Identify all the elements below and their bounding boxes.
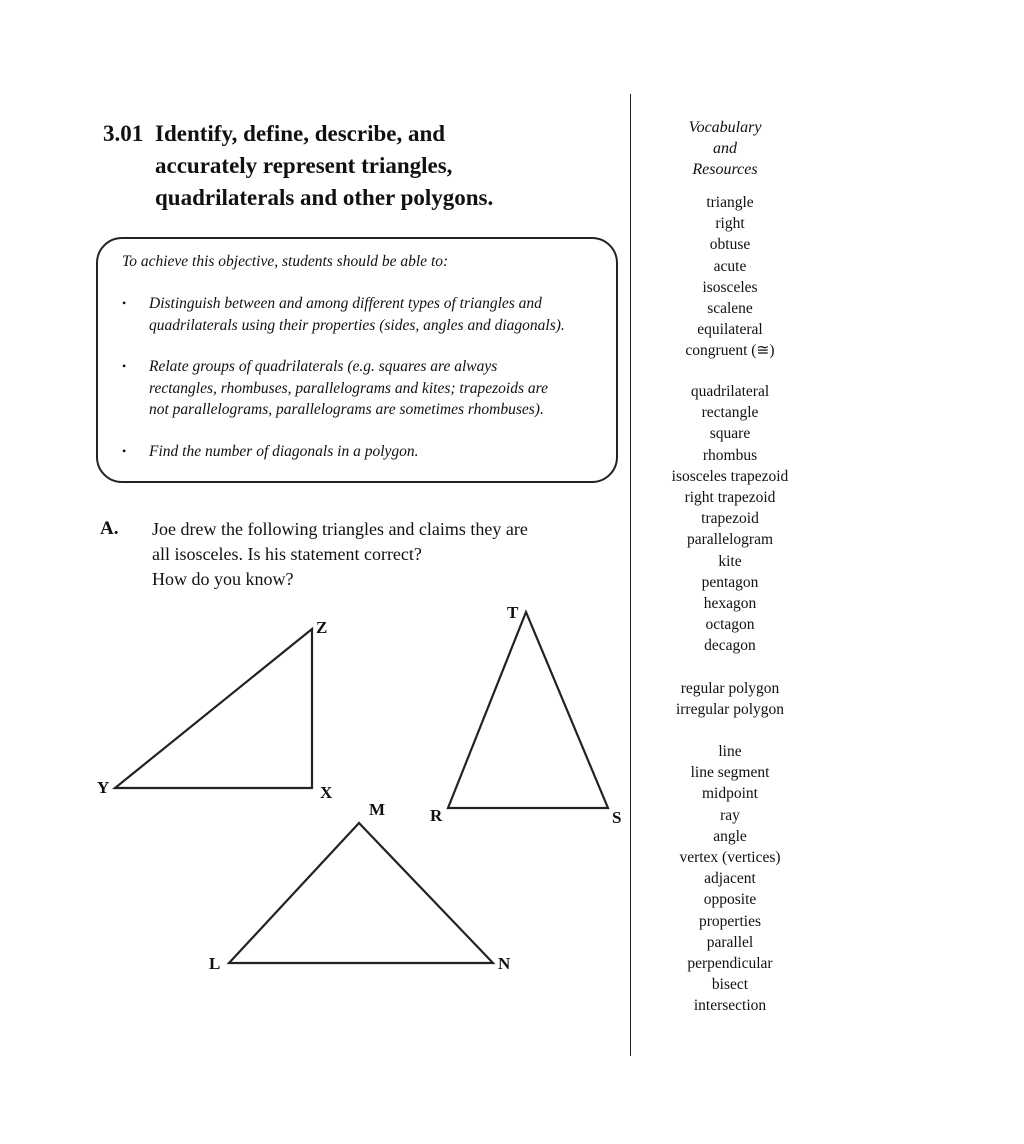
- vocabulary-title: [660, 117, 790, 180]
- vocabulary-title-line: Vocabulary: [688, 119, 762, 136]
- vocabulary-term: ray: [720, 806, 740, 824]
- triangle-lmn: [229, 823, 493, 963]
- vocabulary-term: rhombus: [702, 446, 758, 464]
- vocabulary-term: scalene: [707, 300, 753, 318]
- vocabulary-term: pentagon: [701, 573, 759, 591]
- vocabulary-term: decagon: [704, 637, 756, 655]
- bullet-symbol: •: [122, 444, 127, 458]
- objective-number: 3.01: [103, 121, 144, 146]
- vertex-label-z: Z: [316, 618, 328, 637]
- vocabulary-term: midpoint: [702, 785, 758, 803]
- vocabulary-term: rectangle: [701, 404, 759, 422]
- vocabulary-term: quadrilateral: [690, 383, 770, 400]
- vocabulary-term: angle: [713, 827, 747, 845]
- vocabulary-term: equilateral: [697, 321, 763, 339]
- vocabulary-group-regularity: [640, 678, 820, 720]
- problem-line: How do you know?: [152, 569, 294, 589]
- vocabulary-term: perpendicular: [687, 955, 773, 973]
- bullet-line: rectangles, rhombuses, parallelograms and kites; trapezoids are: [149, 379, 548, 397]
- bullet-symbol: •: [122, 296, 127, 310]
- vocabulary-term: vertex (vertices): [679, 849, 781, 867]
- vocabulary-term: isosceles: [702, 278, 758, 296]
- objective-title-line: accurately represent triangles,: [155, 153, 453, 178]
- vocabulary-term: kite: [718, 552, 742, 570]
- column-divider: [630, 94, 631, 1056]
- vertex-label-l: L: [209, 954, 221, 973]
- vocabulary-term: regular polygon: [680, 680, 780, 697]
- vocabulary-term: line segment: [690, 764, 770, 782]
- vocabulary-title-line: Resources: [692, 161, 758, 178]
- objective-title-line: quadrilaterals and other polygons.: [155, 185, 494, 210]
- vocabulary-group-polygons: [640, 381, 820, 657]
- objective-intro: To achieve this objective, students should be able to:: [122, 253, 449, 270]
- vocabulary-term: parallel: [706, 933, 754, 951]
- vertex-label-m: M: [369, 800, 386, 819]
- vocabulary-term: isosceles trapezoid: [671, 467, 789, 485]
- vocabulary-term: right trapezoid: [684, 489, 776, 507]
- objective-title-line: Identify, define, describe, and: [155, 121, 446, 146]
- vocabulary-title-line: and: [713, 140, 737, 157]
- triangle-xyz: [115, 629, 312, 788]
- vocabulary-group-triangles: [640, 192, 820, 362]
- vertex-label-t: T: [507, 603, 519, 622]
- vocabulary-term: bisect: [711, 976, 749, 994]
- vocabulary-term: adjacent: [704, 870, 756, 888]
- vocabulary-term: square: [709, 425, 751, 443]
- vocabulary-term: congruent (≅): [685, 342, 775, 360]
- vertex-label-x: X: [320, 783, 333, 802]
- vertex-label-y: Y: [97, 778, 110, 797]
- bullet-line: Find the number of diagonals in a polygon.: [149, 443, 419, 460]
- problem-line: Joe drew the following triangles and claims they are: [152, 519, 528, 539]
- vocabulary-term: acute: [713, 257, 747, 275]
- vocabulary-term: properties: [699, 912, 761, 930]
- vocabulary-term: opposite: [703, 891, 757, 909]
- triangle-rst: [448, 612, 608, 808]
- vocabulary-term: obtuse: [709, 236, 751, 254]
- vertex-label-s: S: [612, 808, 622, 827]
- vocabulary-term: intersection: [693, 997, 767, 1015]
- vocabulary-term: octagon: [705, 616, 755, 634]
- vocabulary-term: triangle: [706, 194, 754, 211]
- vocabulary-term: parallelogram: [686, 531, 774, 549]
- bullet-symbol: •: [122, 359, 127, 373]
- vertex-label-n: N: [498, 954, 511, 973]
- vocabulary-term: hexagon: [703, 595, 757, 613]
- bullet-line: quadrilaterals using their properties (sides, angles and diagonals).: [149, 316, 565, 334]
- vocabulary-term: irregular polygon: [675, 701, 785, 719]
- vocabulary-term: line: [718, 743, 742, 760]
- vocabulary-group-terms: [640, 741, 820, 1017]
- problem-letter: A.: [100, 518, 119, 539]
- vertex-label-r: R: [430, 806, 443, 825]
- bullet-line: Relate groups of quadrilaterals (e.g. squares are always: [149, 358, 498, 375]
- bullet-line: not parallelograms, parallelograms are sometimes rhombuses).: [149, 401, 544, 418]
- bullet-line: Distinguish between and among different types of triangles and: [149, 295, 542, 312]
- problem-line: all isosceles. Is his statement correct?: [152, 544, 422, 564]
- vocabulary-term: trapezoid: [701, 510, 759, 528]
- vocabulary-term: right: [715, 215, 745, 233]
